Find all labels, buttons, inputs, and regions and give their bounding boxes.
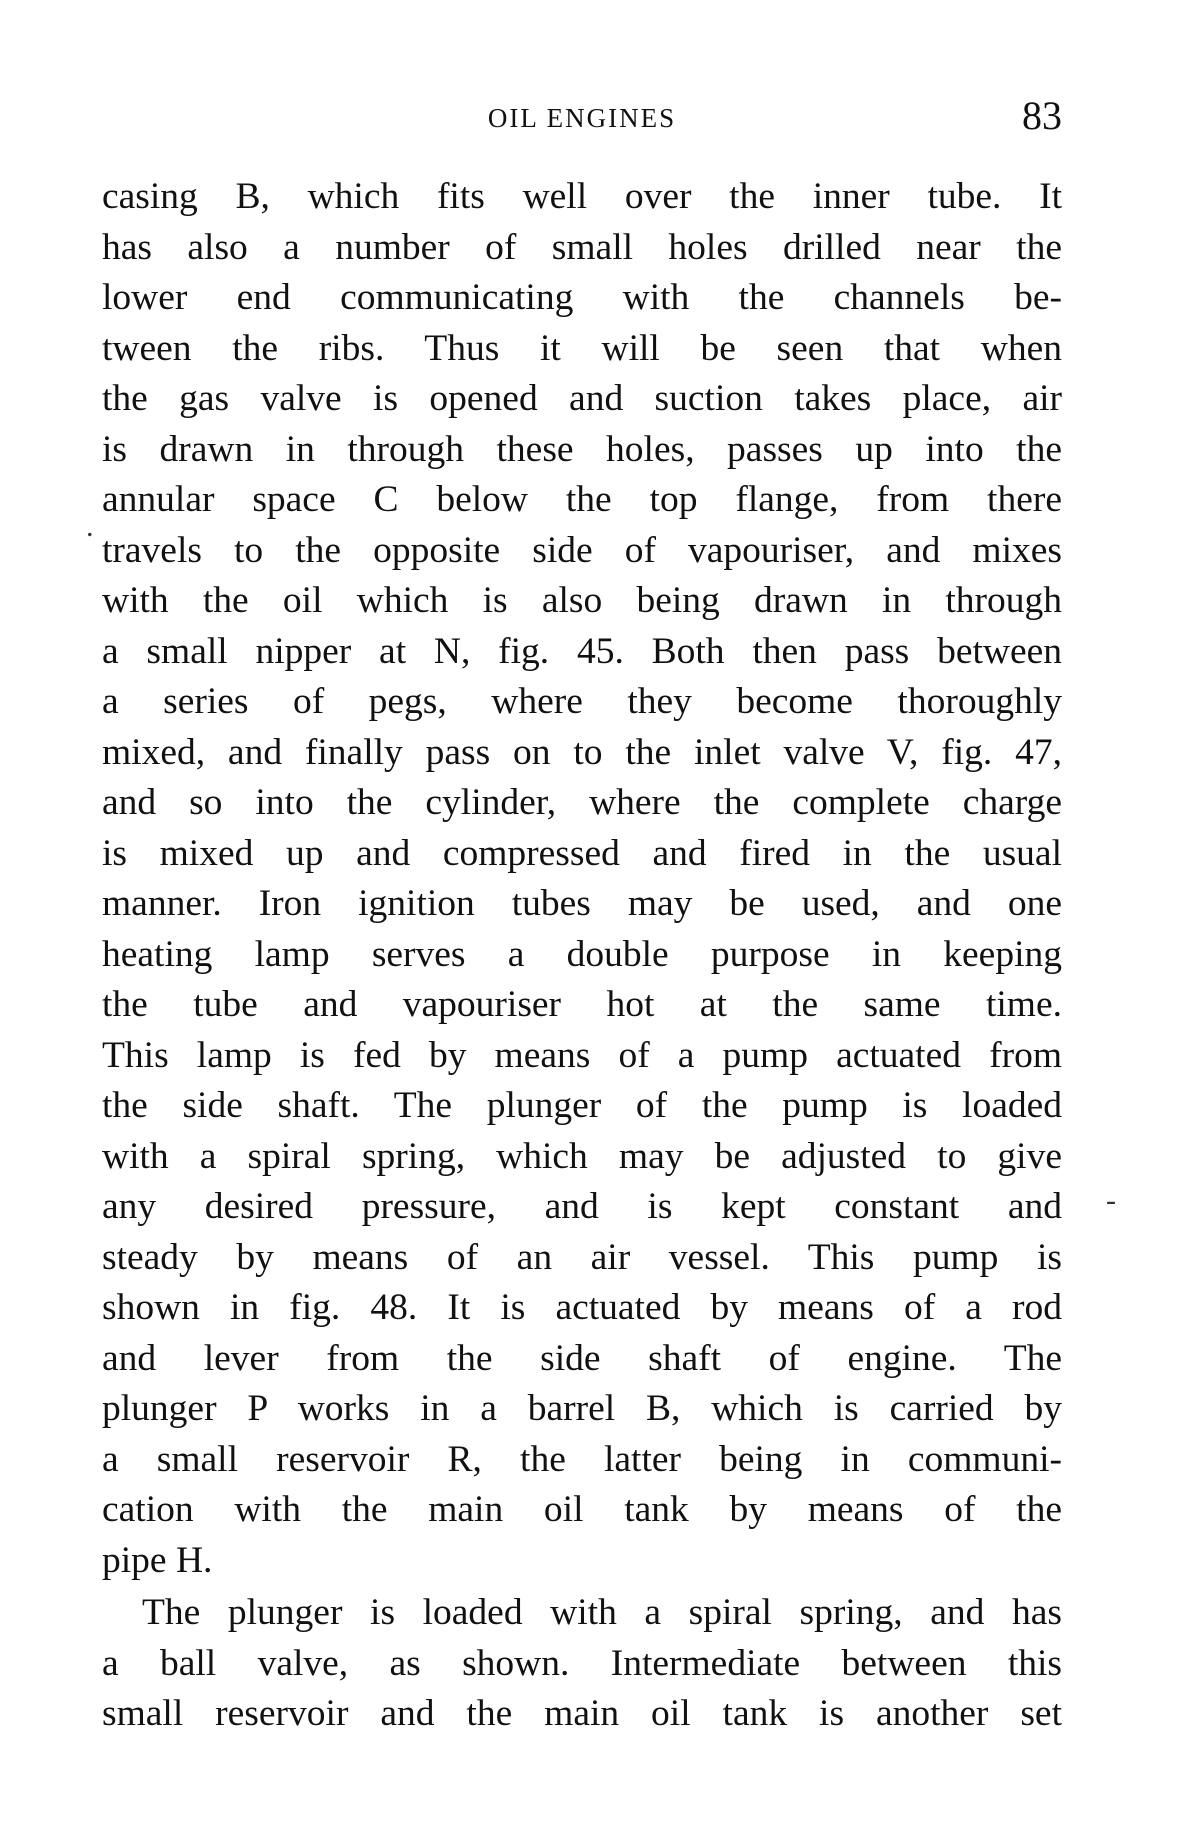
- text-line: any desired pressure, and is kept constant and: [102, 1186, 1062, 1227]
- text-line: with a spiral spring, which may be adjusted to give: [102, 1135, 1062, 1177]
- text-line: the tube and vapouriser hot at the same time.: [102, 984, 1062, 1025]
- text-line: plunger P works in a barrel B, which is carried by: [102, 1388, 1062, 1429]
- text-line: the gas valve is opened and suction takes place, air: [102, 378, 1062, 419]
- text-line: a small nipper at N, fig. 45. Both then pass between: [102, 630, 1062, 672]
- text-line: This lamp is fed by means of a pump actuated from: [102, 1034, 1062, 1076]
- text-line: casing B, which fits well over the inner tube. It: [102, 176, 1062, 217]
- text-line: a series of pegs, where they become thoroughly: [102, 681, 1062, 722]
- text-line: the side shaft. The plunger of the pump is loaded: [102, 1085, 1062, 1126]
- text-line: lower end communicating with the channels be-: [102, 277, 1062, 318]
- page-number: 83: [1022, 93, 1062, 138]
- text-line: with the oil which is also being drawn in through: [102, 580, 1062, 621]
- text-line: cation with the main oil tank by means of the: [102, 1489, 1062, 1530]
- text-line: a ball valve, as shown. Intermediate between this: [102, 1642, 1062, 1684]
- text-line: manner. Iron ignition tubes may be used, and one: [102, 883, 1062, 924]
- text-line: annular space C below the top flange, from there: [102, 479, 1062, 520]
- text-line: shown in fig. 48. It is actuated by means of a rod: [102, 1287, 1062, 1328]
- text-line: a small reservoir R, the latter being in communi-: [102, 1438, 1062, 1480]
- text-line: pipe H.: [102, 1539, 213, 1581]
- text-line: travels to the opposite side of vapouriser, and mixes: [102, 529, 1062, 571]
- text-line: The plunger is loaded with a spiral spring, and has: [142, 1592, 1062, 1633]
- body-text: [102, 172, 1062, 1740]
- text-line: and so into the cylinder, where the complete charge: [102, 782, 1062, 823]
- text-line: has also a number of small holes drilled near the: [102, 226, 1062, 268]
- text-line: heating lamp serves a double purpose in keeping: [102, 933, 1062, 975]
- margin-dash-mark: -: [1106, 1184, 1116, 1217]
- text-line: tween the ribs. Thus it will be seen that when: [102, 327, 1062, 369]
- text-line: mixed, and finally pass on to the inlet valve V, fig. 47,: [102, 731, 1062, 773]
- text-line: small reservoir and the main oil tank is another set: [102, 1693, 1062, 1734]
- paragraph: [102, 1588, 1062, 1740]
- text-line: is mixed up and compressed and fired in the usual: [102, 832, 1062, 874]
- running-title: OIL ENGINES: [487, 103, 677, 133]
- text-line: steady by means of an air vessel. This pump is: [102, 1236, 1062, 1278]
- text-line: and lever from the side shaft of engine. The: [102, 1337, 1062, 1379]
- text-line: is drawn in through these holes, passes up into the: [102, 428, 1062, 470]
- paragraph: [102, 172, 1062, 1586]
- running-head: [102, 93, 1062, 138]
- margin-dot-mark: .: [86, 510, 94, 543]
